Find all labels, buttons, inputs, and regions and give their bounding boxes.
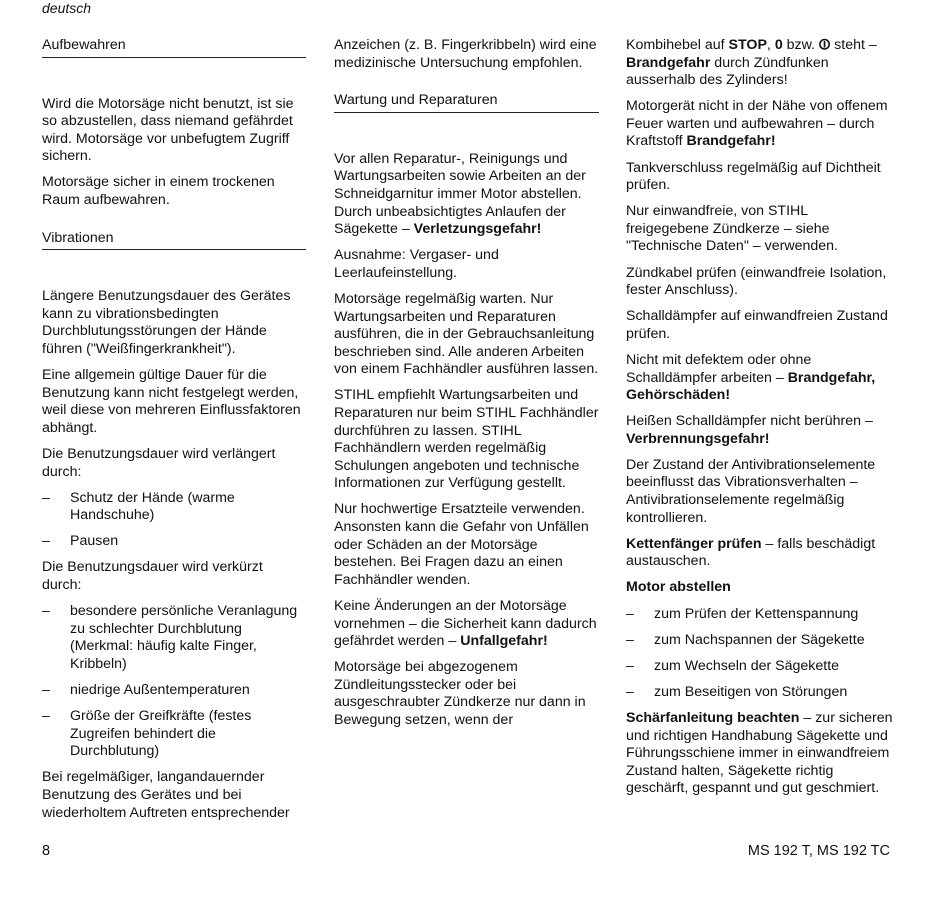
paragraph (626, 536, 894, 571)
paragraph: Nur einwandfreie, von STIHL freigegebene Zündkerze – siehe "Technische Daten" – verwenden. (626, 203, 838, 255)
list-item: – Pausen (42, 533, 306, 551)
paragraph-text: Kombihebel auf (626, 37, 729, 53)
warning-text: Unfallgefahr! (460, 633, 548, 650)
paragraph (334, 598, 599, 651)
list-item: – Größe der Greifkräfte (festes Zugreifen behindert die Durchblutung) (42, 708, 306, 761)
power-off-icon: ⏼ (818, 37, 831, 53)
paragraph: Eine allgemein gültige Dauer für die Benutzung kann nicht festgelegt werden, weil diese von mehreren Einflussfaktoren abhängt. (42, 367, 301, 436)
list-shorter-use (42, 603, 306, 761)
heading-maintenance: Wartung und Reparaturen (334, 92, 599, 113)
paragraph-text: durch Zündfunken ausserhalb des Zylinders! (626, 54, 829, 89)
model-label: MS 192 T, MS 192 TC (747, 843, 890, 859)
column-2 (334, 37, 599, 738)
list-item: – besondere persönliche Veranlagung zu schlechter Durchblutung (Merkmal: häufig kalte Finger, Kribbeln) (42, 603, 306, 673)
paragraph (334, 151, 599, 239)
paragraph: Nur hochwertige Ersatzteile verwenden. Ansonsten kann die Gefahr von Unfällen oder Schäden an der Motorsäge bestehen. Bei Fragen dazu an einen Fachhändler wenden. (334, 501, 589, 588)
warning-text: Brandgefahr! (686, 133, 776, 150)
heading-vibration: Vibrationen (42, 230, 306, 251)
column-3 (626, 37, 894, 806)
paragraph-text: steht – (830, 37, 877, 53)
paragraph-text: – zur sicheren und richtigen Handhabung Sägekette und Führungsschiene immer in einwandfreiem Zustand halten, Sägekette richtig geschärft, gespannt und gut geschmiert. (626, 709, 893, 797)
paragraph: Die Benutzungsdauer wird verkürzt durch: (42, 559, 263, 594)
paragraph: Längere Benutzungsdauer des Gerätes kann zu vibrationsbedingten Durchblutungsstörungen der Hände führen ("Weißfingerkrankheit"). (42, 288, 291, 358)
paragraph-text: Motorgerät nicht in der Nähe von offenem Feuer warten und aufbewahren – durch Kraftstoff (626, 98, 888, 150)
paragraph-text: , (766, 37, 775, 53)
stop-label: STOP (728, 37, 767, 53)
paragraph: Schalldämpfer auf einwandfreien Zustand prüfen. (626, 308, 888, 342)
paragraph-text: bzw. (782, 37, 819, 53)
paragraph: Motorsäge sicher in einem trockenen Raum aufbewahren. (42, 174, 275, 209)
list-item: – niedrige Außentemperaturen (42, 682, 306, 700)
paragraph-text: – falls beschädigt austauschen. (626, 535, 876, 570)
list-item: – Schutz der Hände (warme Handschuhe) (42, 490, 306, 525)
paragraph: Ausnahme: Vergaser- und Leerlaufeinstellung. (334, 247, 499, 281)
paragraph (626, 98, 894, 151)
paragraph-text: Heißen Schalldämpfer nicht berühren – (626, 413, 873, 430)
paragraph (626, 352, 894, 405)
heading-motor-off: Motor abstellen (626, 579, 731, 596)
paragraph-text: Keine Änderungen an der Motorsäge vornehmen – die Sicherheit kann dadurch gefährdet werden – (334, 597, 597, 650)
zero-label: 0 (774, 37, 783, 53)
paragraph: Tankverschluss regelmäßig auf Dichtheit prüfen. (626, 159, 881, 194)
paragraph: Anzeichen (z. B. Fingerkribbeln) wird eine medizinische Untersuchung empfohlen. (334, 37, 597, 71)
paragraph-text: Nicht mit defektem oder ohne Schalldämpfer arbeiten – (626, 351, 812, 386)
list-item: – zum Prüfen der Kettenspannung (626, 606, 894, 624)
list-longer-use (42, 490, 306, 551)
paragraph: Der Zustand der Antivibrationselemente beeinflusst das Vibrationsverhalten – Antivibrationselemente regelmäßig kontrollieren. (626, 456, 876, 526)
list-item: – zum Wechseln der Sägekette (626, 658, 894, 676)
paragraph: Wird die Motorsäge nicht benutzt, ist sie so abzustellen, dass niemand gefährdet wird. Motorsäge vor unbefugtem Zugriff sichern. (42, 95, 294, 165)
bold-lead: Kettenfänger prüfen (626, 535, 762, 552)
paragraph (626, 413, 894, 448)
language-label: deutsch (42, 0, 92, 16)
list-item: – zum Nachspannen der Sägekette (626, 632, 894, 650)
paragraph: Bei regelmäßiger, langandauernder Benutzung des Gerätes und bei wiederholtem Auftreten entsprechender (42, 769, 290, 821)
paragraph: Zündkabel prüfen (einwandfreie Isolation, fester Anschluss). (626, 264, 887, 299)
column-1 (42, 37, 306, 831)
warning-text: Brandgefahr, Gehörschäden! (626, 369, 876, 404)
page-number: 8 (42, 843, 51, 859)
paragraph (626, 710, 894, 798)
heading-storage: Aufbewahren (42, 37, 306, 58)
warning-text: Verbrennungsgefahr! (626, 430, 770, 447)
warning-text: Verletzungsgefahr! (413, 221, 542, 238)
warning-text: Brandgefahr (626, 54, 711, 71)
paragraph (626, 37, 894, 90)
list-item: – zum Beseitigen von Störungen (626, 684, 894, 702)
bold-lead: Schärfanleitung beachten (626, 709, 800, 726)
list-motor-off (626, 606, 894, 702)
paragraph: STIHL empfiehlt Wartungsarbeiten und Reparaturen nur beim STIHL Fachhändler durchführen zu lassen. STIHL Fachhändlern werden regelmäßig Schulungen angeboten und technische Informationen zur Verfügung gestellt. (334, 387, 599, 492)
paragraph: Motorsäge bei abgezogenem Zündleitungsstecker oder bei ausgeschraubter Zündkerze nur dann in Bewegung setzen, wenn der (334, 659, 586, 728)
paragraph: Motorsäge regelmäßig warten. Nur Wartungsarbeiten und Reparaturen ausführen, die in der Gebrauchsanleitung beschrieben sind. Alle anderen Arbeiten von einem Fachhändler ausführen lassen. (334, 290, 599, 378)
paragraph: Die Benutzungsdauer wird verlängert durch: (42, 446, 276, 480)
paragraph-text: Vor allen Reparatur-, Reinigungs und Wartungsarbeiten sowie Arbeiten an der Schneidgarnitur immer Motor abstellen. Durch unbeabsichtigtes Anlaufen der Sägekette – (334, 150, 586, 238)
